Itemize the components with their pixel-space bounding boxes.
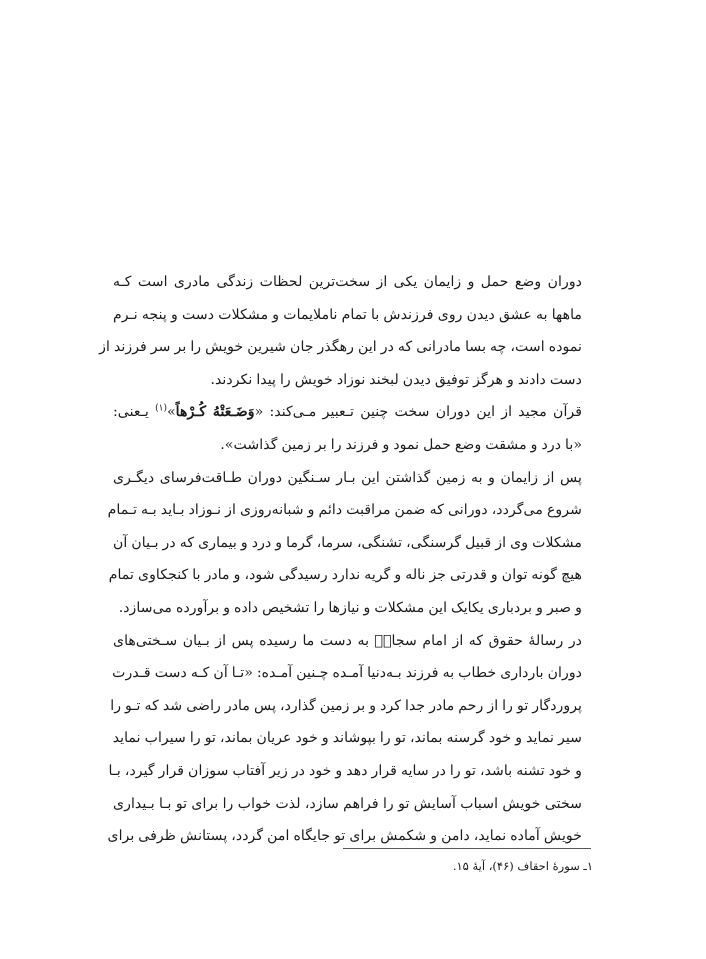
- text-line: پس از زایمان و به زمین گذاشتن این بـار سـنگین دوران طـاقت‌فرسای دیگـری: [113, 469, 582, 486]
- text-line: نموده است، چه بسا مادرانی که در این رهگذر جان شیرین خویش را بر سر فرزند از: [99, 339, 582, 356]
- text-line: خویش آماده نماید، دامن و شکمش برای تو جایگاه امن گردد، پستانش ظرفی برای: [107, 828, 582, 845]
- text-line: دوران بارداری خطاب به فرزند بـه‌دنیا آمـده چـنین آمـده: «تـا آن کـه دست قـدرت: [112, 665, 582, 682]
- main-text: [99, 266, 600, 853]
- text-line: هیچ گونه توان و قدرتی جز ناله و گریه ندارد رسیدگی شود، و مادر با کنجکاوی تمام: [108, 567, 582, 584]
- paragraph-3: [107, 462, 600, 625]
- text-line: پروردگار تو را از رحم مادر جدا کرد و بر زمین گذارد، پس مادر راضی شد که تـو را: [110, 697, 582, 714]
- quote-close: »: [166, 404, 176, 421]
- paragraph-1: [99, 266, 600, 396]
- paragraph-4: [107, 625, 600, 853]
- footnote-reference[interactable]: (۱): [155, 403, 167, 414]
- quran-verse: وَضَـعَتْهُ كُـرْهاً: [175, 404, 255, 421]
- text-line: «با درد و مشقت وضع حمل نمود و فرزند را بر زمین گذاشت».: [220, 436, 582, 453]
- paragraph-2: [113, 396, 600, 461]
- text-line: دوران وضع حمل و زایمان یکی از سخت‌ترین لحظات زندگی مادری است کـه: [113, 274, 582, 290]
- text-line: و صبر و بردباری یکایک این مشکلات و نیازها را تشخیص داده و برآورده می‌سازد.: [118, 599, 582, 616]
- text-line: [113, 396, 600, 429]
- footnote-divider: [343, 848, 591, 849]
- quote-intro: قرآن مجید از این دوران سخت چنین تـعبیر مـی‌کند: «: [254, 404, 582, 421]
- text-line: سختی خویش اسباب آسایش تو را فراهم سازد، لذت خواب را برای تو بـا بـیداری: [113, 795, 582, 812]
- text-line: سیر نماید و خود گرسنه بماند، تو را بپوشاند و خود عریان بماند، تو را سیراب نماید: [112, 730, 582, 747]
- text-line: و خود تشنه باشد، تو را در سایه قرار دهد و خود در زیر آفتاب سوزان قرار گیرد، بـا: [108, 762, 582, 779]
- text-line: ماهها به عشق دیدن روی فرزندش با تمام ناملایمات و مشکلات دست و پنجه نـرم: [113, 306, 582, 323]
- footnote: ۱ـ سورهٔ احقاف (۴۶)، آیهٔ ۱۵.: [452, 859, 593, 873]
- text-line: دست دادند و هرگز توفیق دیدن لبخند نوزاد خویش را پیدا نکردند.: [210, 371, 582, 388]
- text-line: شروع می‌گردد، دورانی که ضمن مراقبت دائم و شبانه‌روزی از نـوزاد بـاید بـه تـمام: [107, 502, 582, 519]
- text-line: در رسالهٔ حقوق که از امام سجادؑ به دست ما رسیده پس از بـیان سـختی‌های: [113, 632, 582, 649]
- quote-meaning-label: یـعنی:: [113, 404, 156, 421]
- text-line: مشکلات وی از قبیل گرسنگی، تشنگی، سرما، گرما و درد و بیماری که در بـیان آن: [113, 534, 582, 551]
